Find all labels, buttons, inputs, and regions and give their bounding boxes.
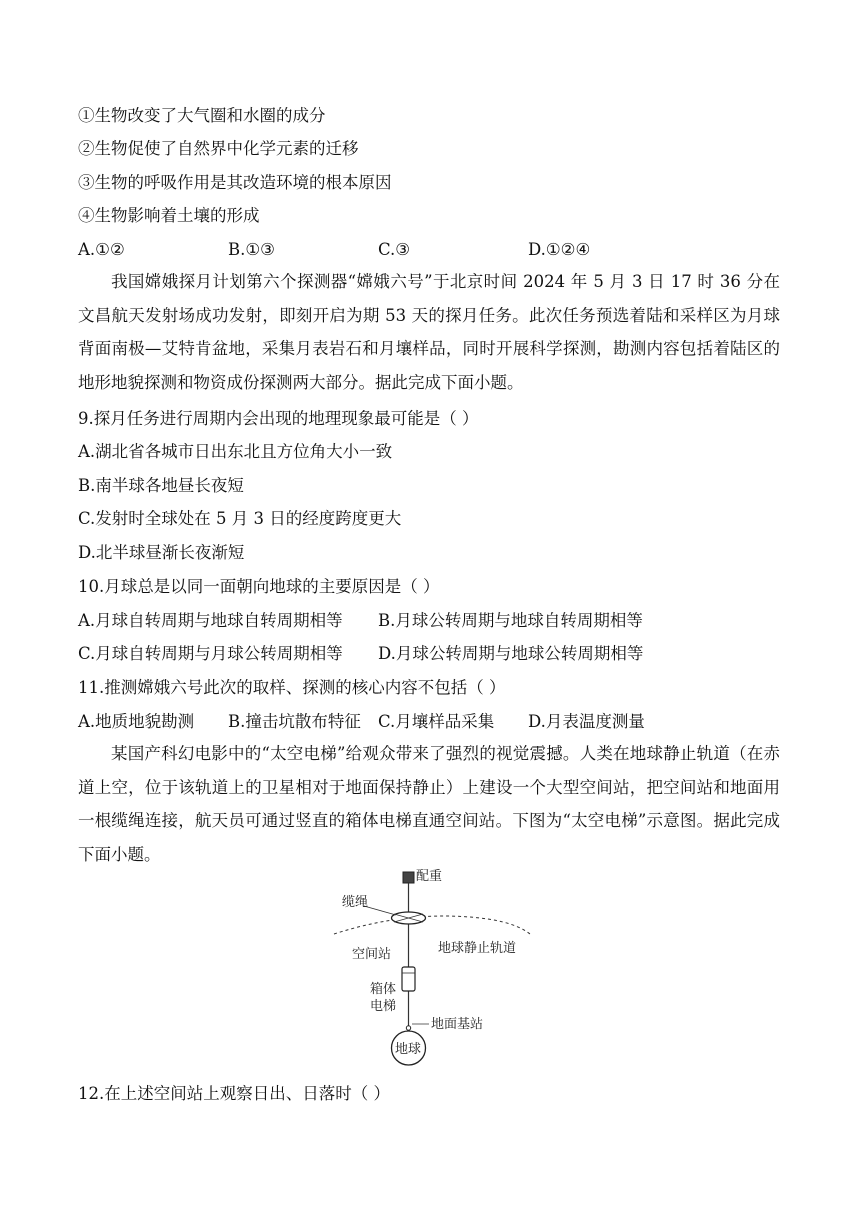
statement-3: ③生物的呼吸作用是其改造环境的根本原因	[78, 173, 392, 192]
passage-change6: 我国嫦娥探月计划第六个探测器“嫦娥六号”于北京时间 2024 年 5 月 3 日 17 时 36 分在文昌航天发射场成功发射，即刻开启为期 53 天的探月任务。此次任务预选着陆和采样区为月球背面南极—艾特肯盆地，采集月表岩石和月壤样品，同时开展科学探测，勘测内容包括着陆区的地形地貌探测和物资成份探测两大部分。据此完成下面小题。	[78, 272, 780, 392]
q9-option-d: D.北半球昼渐长夜渐短	[78, 543, 245, 562]
q8-option-d: D.①②④	[528, 240, 591, 259]
q10-option-d: D.月球公转周期与地球公转周期相等	[378, 644, 644, 663]
q8-option-a: A.①②	[78, 240, 125, 259]
q9-stem: 9.探月任务进行周期内会出现的地理现象最可能是（ ）	[78, 409, 479, 428]
label-orbit: 地球静止轨道	[438, 941, 517, 956]
label-cable: 缆绳	[342, 895, 369, 910]
q12-stem: 12.在上述空间站上观察日出、日落时（ ）	[78, 1084, 390, 1103]
passage-space-elevator: 某国产科幻电影中的“太空电梯”给观众带来了强烈的视觉震撼。人类在地球静止轨道（在赤道上空，位于该轨道上的卫星相对于地面保持静止）上建设一个大型空间站，把空间站和地面用一根缆绳连接，航天员可通过竖直的箱体电梯直通空间站。下图为“太空电梯”示意图。据此完成下面小题。	[78, 744, 780, 864]
q8-option-b: B.①③	[228, 240, 275, 259]
label-base-station: 地面基站	[431, 1017, 484, 1032]
label-elevator-2: 电梯	[370, 999, 397, 1014]
q10-option-b: B.月球公转周期与地球自转周期相等	[378, 611, 643, 630]
q11-option-a: A.地质地貌勘测	[78, 712, 195, 731]
elevator-box	[402, 967, 415, 991]
q8-option-c: C.③	[378, 240, 411, 259]
q11-option-b: B.撞击坑散布特征	[228, 712, 361, 731]
statement-2: ②生物促使了自然界中化学元素的迁移	[78, 139, 359, 158]
orbit-arc	[334, 916, 530, 934]
counterweight-box	[403, 872, 414, 883]
q10-stem: 10.月球总是以同一面朝向地球的主要原因是（ ）	[78, 577, 440, 596]
statement-1: ①生物改变了大气圈和水圈的成分	[78, 106, 326, 125]
q10-option-a: A.月球自转周期与地球自转周期相等	[78, 611, 343, 630]
base-station-dot	[406, 1026, 410, 1030]
q11-option-c: C.月壤样品采集	[378, 712, 495, 731]
q9-option-a: A.湖北省各城市日出东北且方位角大小一致	[78, 442, 393, 461]
label-counterweight: 配重	[416, 869, 443, 884]
q10-option-c: C.月球自转周期与月球公转周期相等	[78, 644, 343, 663]
q9-option-c: C.发射时全球处在 5 月 3 日的经度跨度更大	[78, 509, 402, 528]
q11-option-d: D.月表温度测量	[528, 712, 645, 731]
q11-stem: 11.推测嫦娥六号此次的取样、探测的核心内容不包括（ ）	[78, 678, 506, 697]
label-station: 空间站	[352, 947, 392, 962]
label-earth: 地球	[395, 1042, 422, 1057]
space-elevator-diagram	[330, 868, 540, 1070]
label-elevator-1: 箱体	[370, 982, 397, 997]
q9-option-b: B.南半球各地昼长夜短	[78, 476, 244, 495]
statement-4: ④生物影响着土壤的形成	[78, 206, 260, 225]
